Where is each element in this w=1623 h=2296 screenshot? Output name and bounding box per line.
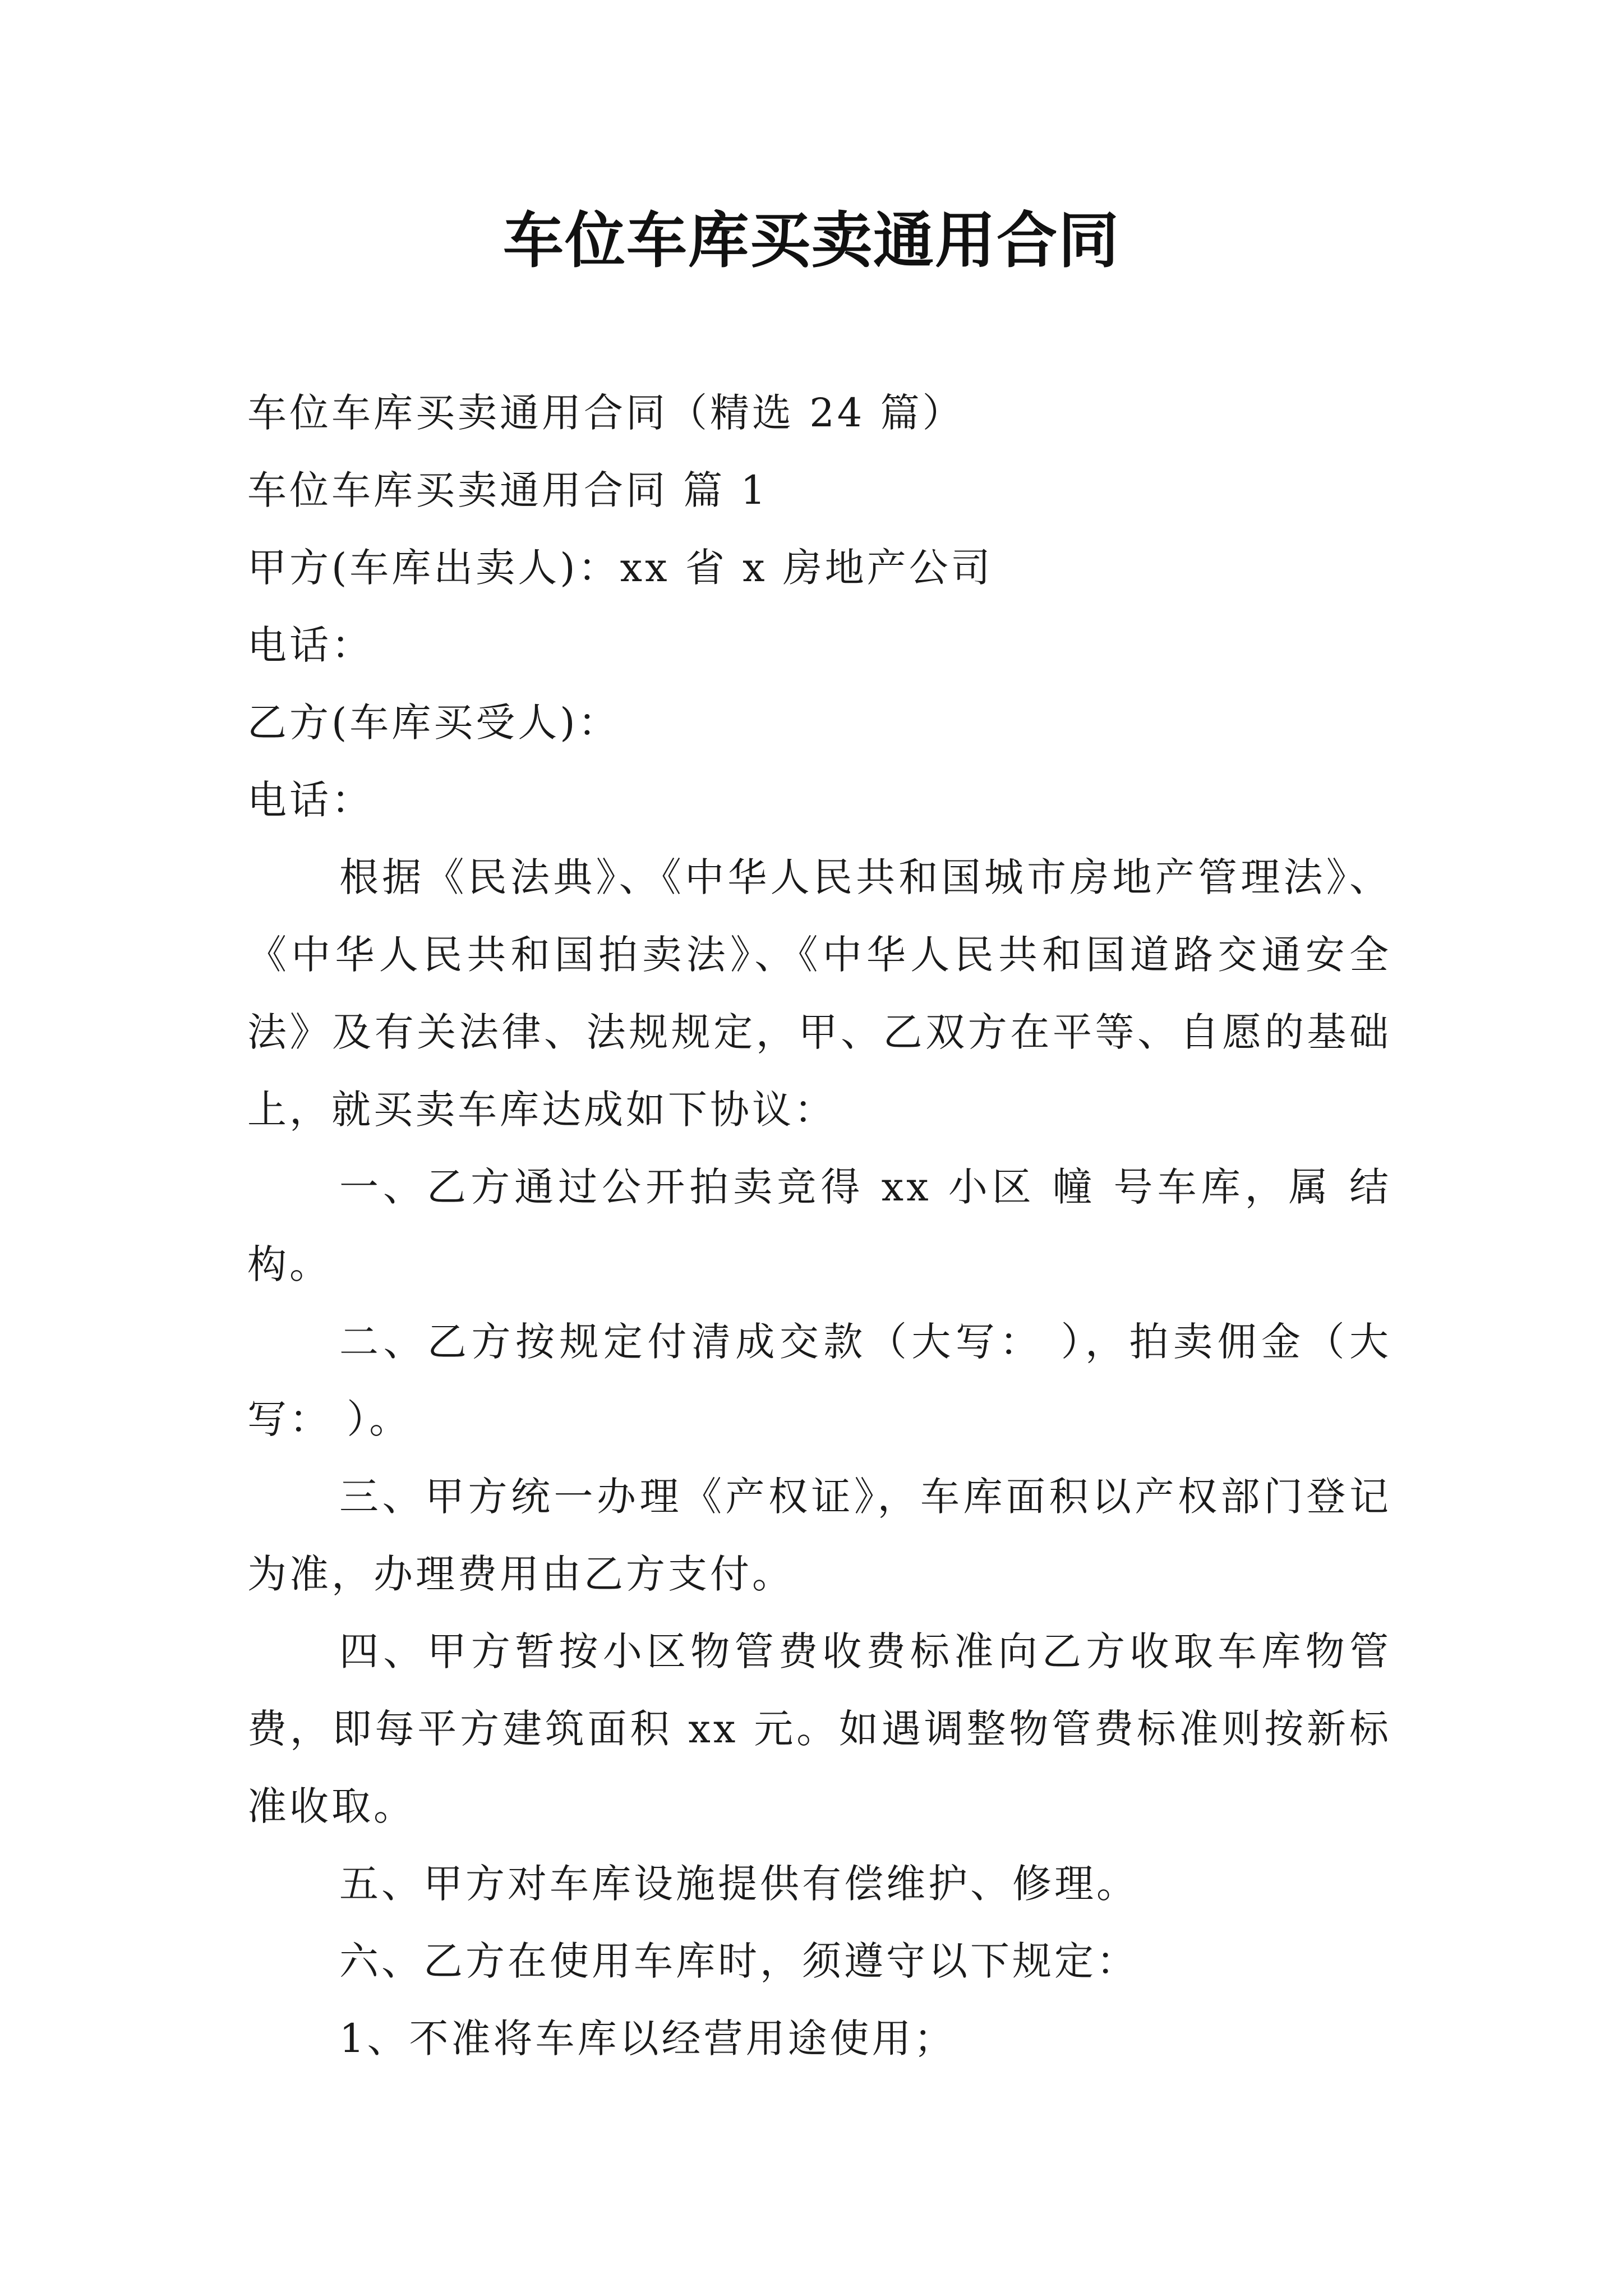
clause-1-paragraph: 一、乙方通过公开拍卖竞得 xx 小区 幢 号车库，属 结构。 [247, 1164, 1391, 1287]
section-heading: 车位车库买卖通用合同 篇 1 [247, 467, 769, 513]
list-item-1: 1、不准将车库以经营用途使用； [339, 2016, 956, 2062]
party-a-phone: 电话： [247, 622, 374, 668]
clause-4-paragraph: 四、甲方暂按小区物管费收费标准向乙方收取车库物管费，即每平方建筑面积 xx 元。如遇调整物管费标准则按新标准收取。 [247, 1628, 1391, 1829]
clause-5-paragraph: 五、甲方对车库设施提供有偿维护、修理。 [339, 1861, 1138, 1907]
clause-3-paragraph: 三、甲方统一办理《产权证》，车库面积以产权部门登记为准，办理费用由乙方支付。 [247, 1474, 1391, 1597]
document-title: 车位车库买卖通用合同 [502, 206, 1120, 276]
party-b-line: 乙方(车库买受人)： [247, 700, 620, 746]
clause-2-paragraph: 二、乙方按规定付清成交款（大写： ），拍卖佣金（大写： ）。 [247, 1319, 1391, 1442]
preamble-paragraph: 根据《民法典》、《中华人民共和国城市房地产管理法》、《中华人民共和国拍卖法》、《中华人民共和国道路交通安全法》及有关法律、法规规定，甲、乙双方在平等、自愿的基础上，就买卖车库达成如下协议： [247, 854, 1391, 1133]
party-a-line: 甲方(车库出卖人)：xx 省 x 房地产公司 [247, 545, 993, 591]
clause-6-paragraph: 六、乙方在使用车库时，须遵守以下规定： [339, 1938, 1138, 1984]
document-subtitle: 车位车库买卖通用合同（精选 24 篇） [247, 390, 965, 436]
party-b-phone: 电话： [247, 777, 374, 823]
